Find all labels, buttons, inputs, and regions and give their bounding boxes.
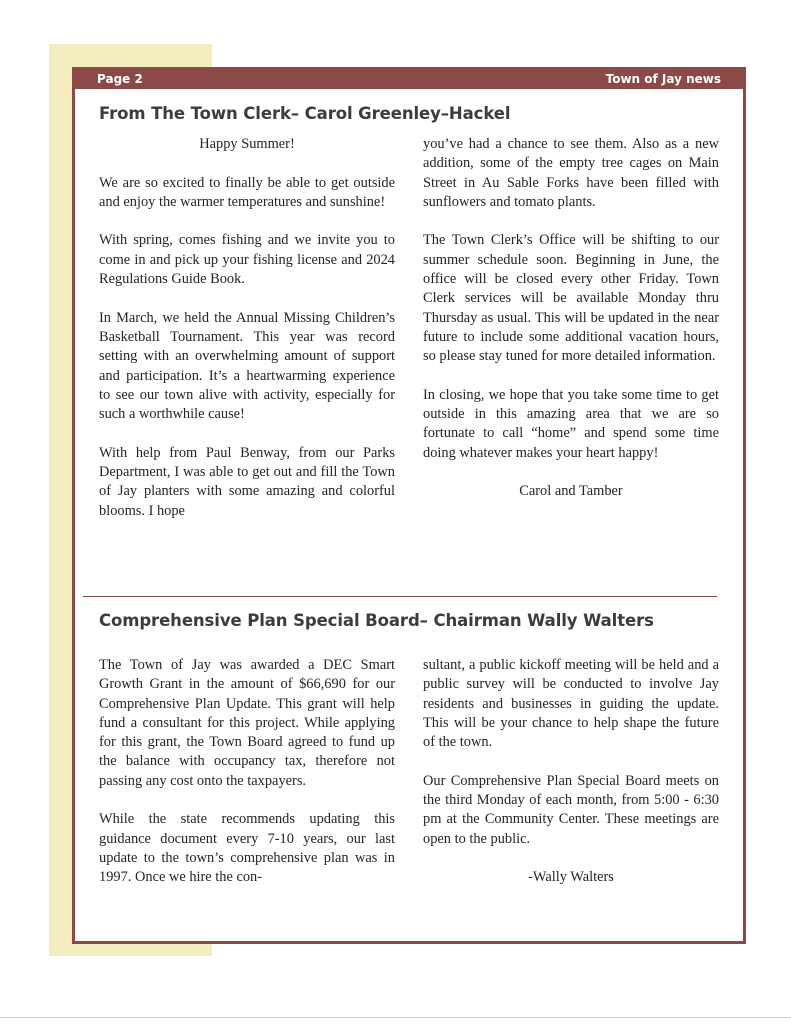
signature: Carol and Tamber [519, 483, 623, 500]
paragraph: The Town of Jay was awarded a DEC Smart Growth Grant in the amount of $66,690 for our Comprehensive Plan Update. This grant will help fund a consultant for this project. While applying for this grant, the Town Board agreed to fund up the balance with occupancy tax, therefore not passing any cost onto the taxpayers. [99, 657, 395, 789]
newsletter-page [72, 67, 746, 944]
clerk-section-title: From The Town Clerk– Carol Greenley–Hackel [99, 104, 511, 123]
scan-edge-line [0, 1017, 791, 1018]
paragraph: We are so excited to finally be able to get outside and enjoy the warmer temperatures and sunshine! [99, 174, 395, 210]
plan-right-column [423, 656, 719, 907]
plan-left-column [99, 656, 395, 907]
paragraph: The Town Clerk’s Office will be shifting to our summer schedule soon. Beginning in June, the office will be closed every other Friday. Town Clerk services will be available Monday thru Thursday as usual. This will be updated in the near future to include some additional vacation hours, so please stay tuned for more detailed information. [423, 232, 719, 365]
paragraph: sultant, a public kickoff meeting will be held and a public survey will be conducted to involve Jay residents and businesses in guiding the update. This will be your chance to help shape the future of the town. [423, 657, 719, 751]
clerk-left-column [99, 135, 395, 540]
paragraph: In closing, we hope that you take some time to get outside in this amazing area that we are so fortunate to call “home” and spend some time doing whatever makes your heart happy! [423, 386, 719, 461]
greeting: Happy Summer! [199, 136, 295, 152]
paragraph: In March, we held the Annual Missing Children’s Basketball Tournament. This year was record setting with an overwhelming amount of support and participation. It’s a heartwarming experience to see our town alive with activity, especially for such a worthwhile cause! [99, 309, 395, 423]
page-header-bar [75, 70, 743, 89]
paragraph: you’ve had a chance to see them. Also as a new addition, some of the empty tree cages on Main Street in Au Sable Forks have been filled with sunflowers and tomato plants. [423, 136, 719, 210]
paragraph: Our Comprehensive Plan Special Board meets on the third Monday of each month, from 5:00 - 6:30 pm at the Community Center. These meetings are open to the public. [423, 772, 719, 847]
paragraph: While the state recommends updating this guidance document every 7-10 years, our last update to the town’s comprehensive plan was in 1997. Once we hire the con- [99, 811, 395, 886]
paragraph: With help from Paul Benway, from our Parks Department, I was able to get out and fill the Town of Jay planters with some amazing and colorful blooms. I hope [99, 444, 395, 519]
plan-section-title: Comprehensive Plan Special Board– Chairman Wally Walters [99, 611, 654, 630]
signature: -Wally Walters [528, 869, 614, 886]
paragraph: With spring, comes fishing and we invite you to come in and pick up your fishing license and 2024 Regulations Guide Book. [99, 232, 395, 288]
page-number: Page 2 [97, 72, 143, 86]
clerk-right-column [423, 135, 719, 521]
publication-name: Town of Jay news [605, 72, 721, 86]
section-divider [83, 596, 717, 597]
